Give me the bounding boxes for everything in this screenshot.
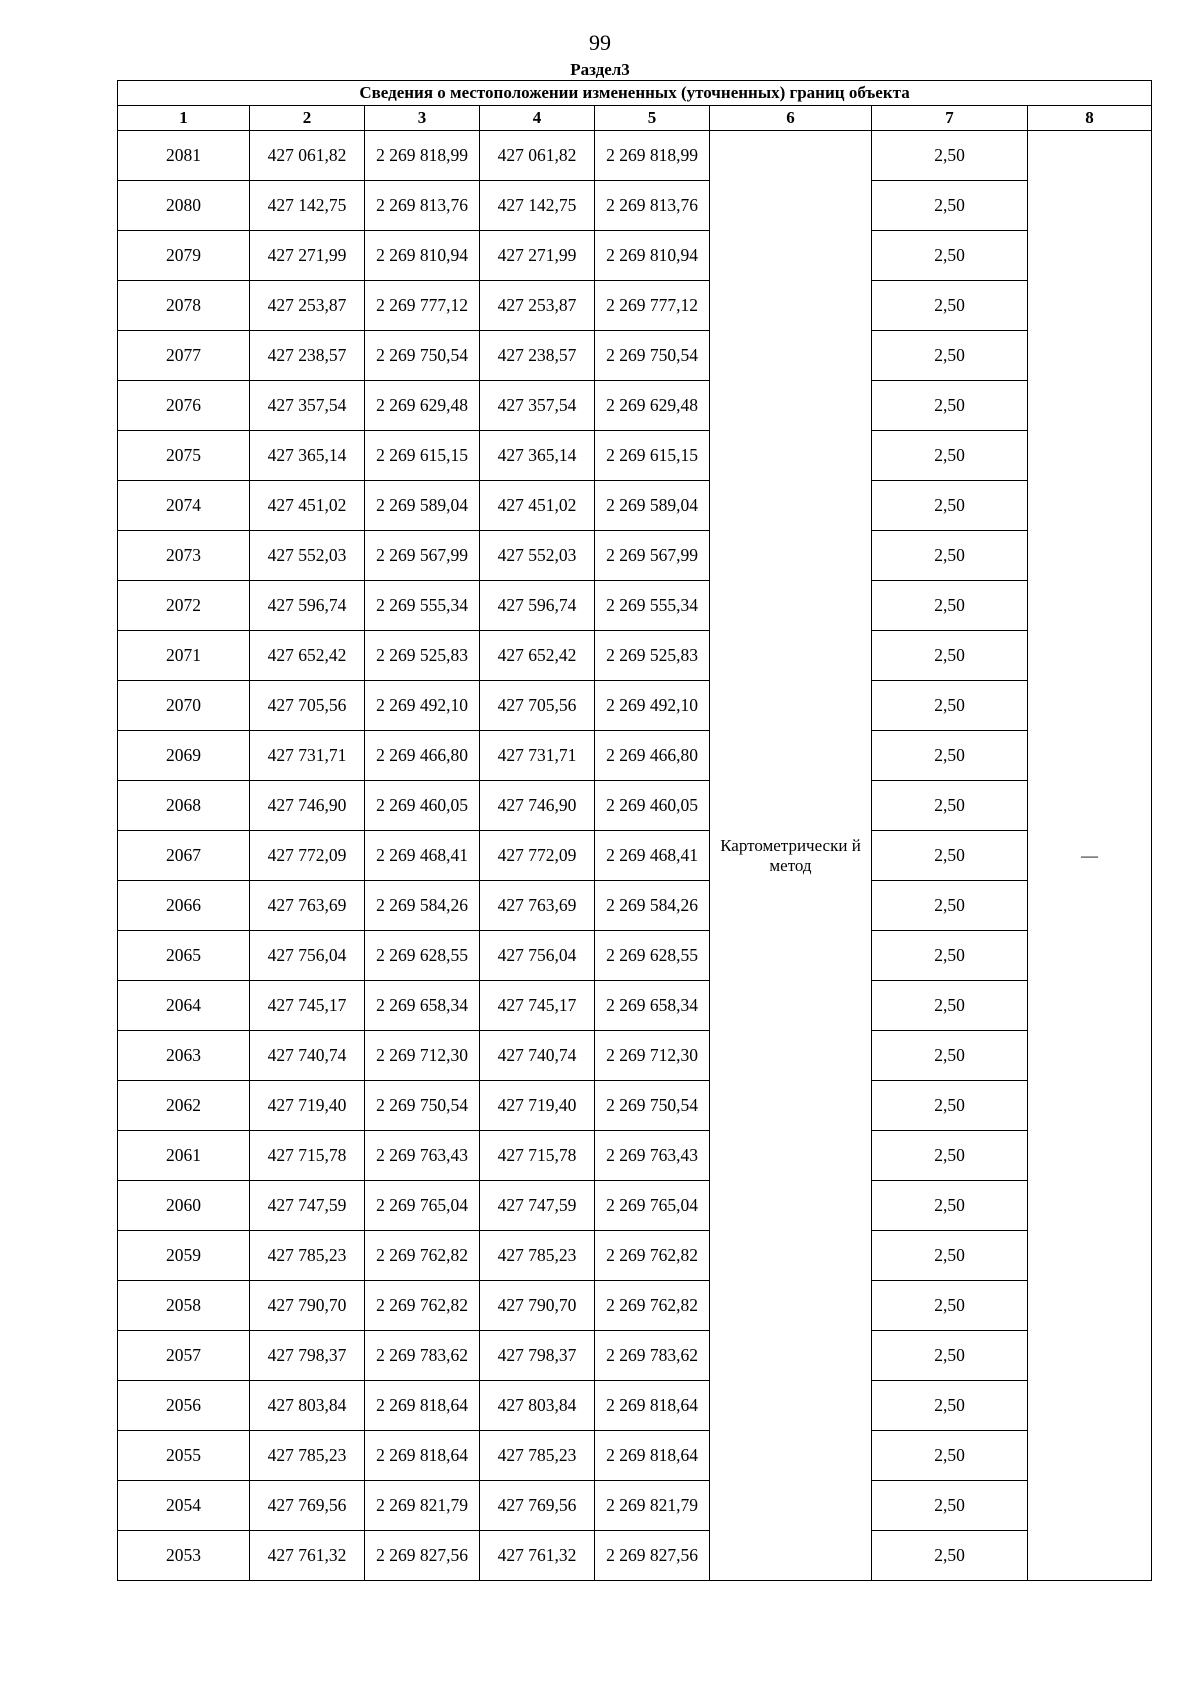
x-new-cell: 427 705,56 bbox=[480, 681, 595, 731]
point-number-cell: 2071 bbox=[118, 631, 250, 681]
x-new-cell: 427 451,02 bbox=[480, 481, 595, 531]
y-old-cell: 2 269 762,82 bbox=[365, 1281, 480, 1331]
accuracy-cell: 2,50 bbox=[872, 1381, 1028, 1431]
x-new-cell: 427 596,74 bbox=[480, 581, 595, 631]
x-old-cell: 427 142,75 bbox=[250, 181, 365, 231]
accuracy-cell: 2,50 bbox=[872, 1281, 1028, 1331]
y-new-cell: 2 269 460,05 bbox=[595, 781, 710, 831]
accuracy-cell: 2,50 bbox=[872, 1431, 1028, 1481]
x-old-cell: 427 238,57 bbox=[250, 331, 365, 381]
point-number-cell: 2075 bbox=[118, 431, 250, 481]
accuracy-cell: 2,50 bbox=[872, 881, 1028, 931]
table-row bbox=[118, 381, 1152, 431]
x-old-cell: 427 763,69 bbox=[250, 881, 365, 931]
column-number-7: 7 bbox=[872, 106, 1028, 131]
point-number-cell: 2059 bbox=[118, 1231, 250, 1281]
accuracy-cell: 2,50 bbox=[872, 531, 1028, 581]
accuracy-cell: 2,50 bbox=[872, 1031, 1028, 1081]
x-new-cell: 427 790,70 bbox=[480, 1281, 595, 1331]
x-old-cell: 427 756,04 bbox=[250, 931, 365, 981]
y-new-cell: 2 269 628,55 bbox=[595, 931, 710, 981]
accuracy-cell: 2,50 bbox=[872, 981, 1028, 1031]
table-row bbox=[118, 1481, 1152, 1531]
y-old-cell: 2 269 658,34 bbox=[365, 981, 480, 1031]
table-row bbox=[118, 181, 1152, 231]
x-new-cell: 427 740,74 bbox=[480, 1031, 595, 1081]
point-number-cell: 2067 bbox=[118, 831, 250, 881]
coordinates-table bbox=[117, 80, 1152, 1581]
accuracy-cell: 2,50 bbox=[872, 1081, 1028, 1131]
x-old-cell: 427 785,23 bbox=[250, 1431, 365, 1481]
point-number-cell: 2066 bbox=[118, 881, 250, 931]
y-new-cell: 2 269 615,15 bbox=[595, 431, 710, 481]
column-number-5: 5 bbox=[595, 106, 710, 131]
point-number-cell: 2077 bbox=[118, 331, 250, 381]
x-new-cell: 427 061,82 bbox=[480, 131, 595, 181]
x-old-cell: 427 772,09 bbox=[250, 831, 365, 881]
table-row bbox=[118, 631, 1152, 681]
accuracy-cell: 2,50 bbox=[872, 481, 1028, 531]
x-new-cell: 427 772,09 bbox=[480, 831, 595, 881]
column-number-4: 4 bbox=[480, 106, 595, 131]
y-old-cell: 2 269 712,30 bbox=[365, 1031, 480, 1081]
page-number: 99 bbox=[589, 30, 611, 55]
x-new-cell: 427 715,78 bbox=[480, 1131, 595, 1181]
y-new-cell: 2 269 783,62 bbox=[595, 1331, 710, 1381]
x-new-cell: 427 803,84 bbox=[480, 1381, 595, 1431]
y-old-cell: 2 269 629,48 bbox=[365, 381, 480, 431]
table-row bbox=[118, 1531, 1152, 1581]
table-row bbox=[118, 981, 1152, 1031]
y-new-cell: 2 269 712,30 bbox=[595, 1031, 710, 1081]
x-old-cell: 427 798,37 bbox=[250, 1331, 365, 1381]
y-old-cell: 2 269 584,26 bbox=[365, 881, 480, 931]
x-new-cell: 427 785,23 bbox=[480, 1431, 595, 1481]
note-cell: — bbox=[1028, 131, 1152, 1581]
point-number-cell: 2057 bbox=[118, 1331, 250, 1381]
y-old-cell: 2 269 466,80 bbox=[365, 731, 480, 781]
method-cell: Картометрически й метод bbox=[710, 131, 872, 1581]
y-old-cell: 2 269 818,64 bbox=[365, 1431, 480, 1481]
column-number-6: 6 bbox=[710, 106, 872, 131]
point-number-cell: 2079 bbox=[118, 231, 250, 281]
y-new-cell: 2 269 629,48 bbox=[595, 381, 710, 431]
table-row bbox=[118, 881, 1152, 931]
accuracy-cell: 2,50 bbox=[872, 1131, 1028, 1181]
x-new-cell: 427 357,54 bbox=[480, 381, 595, 431]
accuracy-cell: 2,50 bbox=[872, 381, 1028, 431]
y-old-cell: 2 269 821,79 bbox=[365, 1481, 480, 1531]
accuracy-cell: 2,50 bbox=[872, 731, 1028, 781]
x-old-cell: 427 552,03 bbox=[250, 531, 365, 581]
point-number-cell: 2064 bbox=[118, 981, 250, 1031]
accuracy-cell: 2,50 bbox=[872, 831, 1028, 881]
point-number-cell: 2078 bbox=[118, 281, 250, 331]
x-new-cell: 427 142,75 bbox=[480, 181, 595, 231]
point-number-cell: 2069 bbox=[118, 731, 250, 781]
table-row bbox=[118, 1231, 1152, 1281]
point-number-cell: 2073 bbox=[118, 531, 250, 581]
x-old-cell: 427 803,84 bbox=[250, 1381, 365, 1431]
table-row bbox=[118, 231, 1152, 281]
table-row bbox=[118, 1131, 1152, 1181]
x-old-cell: 427 785,23 bbox=[250, 1231, 365, 1281]
table-row bbox=[118, 681, 1152, 731]
y-new-cell: 2 269 589,04 bbox=[595, 481, 710, 531]
point-number-cell: 2063 bbox=[118, 1031, 250, 1081]
point-number-cell: 2074 bbox=[118, 481, 250, 531]
accuracy-cell: 2,50 bbox=[872, 1331, 1028, 1381]
y-old-cell: 2 269 468,41 bbox=[365, 831, 480, 881]
y-old-cell: 2 269 827,56 bbox=[365, 1531, 480, 1581]
accuracy-cell: 2,50 bbox=[872, 681, 1028, 731]
section-title: Раздел3 bbox=[570, 60, 630, 79]
y-new-cell: 2 269 567,99 bbox=[595, 531, 710, 581]
accuracy-cell: 2,50 bbox=[872, 931, 1028, 981]
table-row bbox=[118, 1381, 1152, 1431]
point-number-cell: 2054 bbox=[118, 1481, 250, 1531]
y-new-cell: 2 269 750,54 bbox=[595, 331, 710, 381]
y-new-cell: 2 269 818,99 bbox=[595, 131, 710, 181]
x-old-cell: 427 769,56 bbox=[250, 1481, 365, 1531]
x-new-cell: 427 756,04 bbox=[480, 931, 595, 981]
point-number-cell: 2060 bbox=[118, 1181, 250, 1231]
table-row bbox=[118, 1331, 1152, 1381]
table-row bbox=[118, 1281, 1152, 1331]
y-new-cell: 2 269 584,26 bbox=[595, 881, 710, 931]
x-old-cell: 427 719,40 bbox=[250, 1081, 365, 1131]
accuracy-cell: 2,50 bbox=[872, 331, 1028, 381]
x-old-cell: 427 596,74 bbox=[250, 581, 365, 631]
accuracy-cell: 2,50 bbox=[872, 431, 1028, 481]
table-row bbox=[118, 581, 1152, 631]
accuracy-cell: 2,50 bbox=[872, 281, 1028, 331]
x-old-cell: 427 705,56 bbox=[250, 681, 365, 731]
point-number-cell: 2061 bbox=[118, 1131, 250, 1181]
point-number-cell: 2058 bbox=[118, 1281, 250, 1331]
y-new-cell: 2 269 827,56 bbox=[595, 1531, 710, 1581]
point-number-cell: 2053 bbox=[118, 1531, 250, 1581]
table-caption: Сведения о местоположении измененных (уточненных) границ объекта bbox=[118, 81, 1152, 106]
point-number-cell: 2062 bbox=[118, 1081, 250, 1131]
y-old-cell: 2 269 818,64 bbox=[365, 1381, 480, 1431]
table-row bbox=[118, 531, 1152, 581]
x-new-cell: 427 238,57 bbox=[480, 331, 595, 381]
x-new-cell: 427 785,23 bbox=[480, 1231, 595, 1281]
accuracy-cell: 2,50 bbox=[872, 631, 1028, 681]
y-new-cell: 2 269 750,54 bbox=[595, 1081, 710, 1131]
y-old-cell: 2 269 777,12 bbox=[365, 281, 480, 331]
y-old-cell: 2 269 628,55 bbox=[365, 931, 480, 981]
table-row bbox=[118, 1181, 1152, 1231]
column-number-2: 2 bbox=[250, 106, 365, 131]
y-old-cell: 2 269 818,99 bbox=[365, 131, 480, 181]
x-new-cell: 427 365,14 bbox=[480, 431, 595, 481]
accuracy-cell: 2,50 bbox=[872, 181, 1028, 231]
x-old-cell: 427 715,78 bbox=[250, 1131, 365, 1181]
x-old-cell: 427 253,87 bbox=[250, 281, 365, 331]
x-old-cell: 427 790,70 bbox=[250, 1281, 365, 1331]
x-old-cell: 427 747,59 bbox=[250, 1181, 365, 1231]
y-old-cell: 2 269 492,10 bbox=[365, 681, 480, 731]
accuracy-cell: 2,50 bbox=[872, 131, 1028, 181]
point-number-cell: 2081 bbox=[118, 131, 250, 181]
y-new-cell: 2 269 810,94 bbox=[595, 231, 710, 281]
point-number-cell: 2068 bbox=[118, 781, 250, 831]
x-new-cell: 427 552,03 bbox=[480, 531, 595, 581]
table-row bbox=[118, 431, 1152, 481]
x-new-cell: 427 769,56 bbox=[480, 1481, 595, 1531]
table-row bbox=[118, 131, 1152, 181]
y-new-cell: 2 269 818,64 bbox=[595, 1431, 710, 1481]
y-new-cell: 2 269 468,41 bbox=[595, 831, 710, 881]
x-new-cell: 427 652,42 bbox=[480, 631, 595, 681]
y-old-cell: 2 269 813,76 bbox=[365, 181, 480, 231]
table-row bbox=[118, 1081, 1152, 1131]
x-old-cell: 427 357,54 bbox=[250, 381, 365, 431]
y-new-cell: 2 269 466,80 bbox=[595, 731, 710, 781]
x-old-cell: 427 740,74 bbox=[250, 1031, 365, 1081]
y-new-cell: 2 269 762,82 bbox=[595, 1231, 710, 1281]
x-old-cell: 427 652,42 bbox=[250, 631, 365, 681]
x-new-cell: 427 746,90 bbox=[480, 781, 595, 831]
accuracy-cell: 2,50 bbox=[872, 1231, 1028, 1281]
table-body bbox=[118, 131, 1152, 1581]
point-number-cell: 2055 bbox=[118, 1431, 250, 1481]
y-new-cell: 2 269 777,12 bbox=[595, 281, 710, 331]
x-old-cell: 427 271,99 bbox=[250, 231, 365, 281]
y-new-cell: 2 269 762,82 bbox=[595, 1281, 710, 1331]
accuracy-cell: 2,50 bbox=[872, 1181, 1028, 1231]
y-old-cell: 2 269 762,82 bbox=[365, 1231, 480, 1281]
x-new-cell: 427 271,99 bbox=[480, 231, 595, 281]
point-number-cell: 2072 bbox=[118, 581, 250, 631]
table-row bbox=[118, 1031, 1152, 1081]
table-row bbox=[118, 481, 1152, 531]
y-new-cell: 2 269 813,76 bbox=[595, 181, 710, 231]
x-old-cell: 427 761,32 bbox=[250, 1531, 365, 1581]
y-old-cell: 2 269 810,94 bbox=[365, 231, 480, 281]
accuracy-cell: 2,50 bbox=[872, 581, 1028, 631]
y-old-cell: 2 269 765,04 bbox=[365, 1181, 480, 1231]
point-number-cell: 2070 bbox=[118, 681, 250, 731]
y-new-cell: 2 269 818,64 bbox=[595, 1381, 710, 1431]
x-old-cell: 427 745,17 bbox=[250, 981, 365, 1031]
x-old-cell: 427 746,90 bbox=[250, 781, 365, 831]
y-old-cell: 2 269 783,62 bbox=[365, 1331, 480, 1381]
column-number-8: 8 bbox=[1028, 106, 1152, 131]
y-new-cell: 2 269 658,34 bbox=[595, 981, 710, 1031]
x-new-cell: 427 747,59 bbox=[480, 1181, 595, 1231]
y-old-cell: 2 269 567,99 bbox=[365, 531, 480, 581]
column-number-1: 1 bbox=[118, 106, 250, 131]
y-new-cell: 2 269 763,43 bbox=[595, 1131, 710, 1181]
y-old-cell: 2 269 525,83 bbox=[365, 631, 480, 681]
x-new-cell: 427 253,87 bbox=[480, 281, 595, 331]
y-new-cell: 2 269 765,04 bbox=[595, 1181, 710, 1231]
point-number-cell: 2080 bbox=[118, 181, 250, 231]
table-row bbox=[118, 831, 1152, 881]
x-old-cell: 427 451,02 bbox=[250, 481, 365, 531]
table-row bbox=[118, 331, 1152, 381]
x-new-cell: 427 731,71 bbox=[480, 731, 595, 781]
table-row bbox=[118, 1431, 1152, 1481]
accuracy-cell: 2,50 bbox=[872, 1481, 1028, 1531]
point-number-cell: 2076 bbox=[118, 381, 250, 431]
x-new-cell: 427 763,69 bbox=[480, 881, 595, 931]
x-old-cell: 427 731,71 bbox=[250, 731, 365, 781]
y-old-cell: 2 269 460,05 bbox=[365, 781, 480, 831]
y-old-cell: 2 269 555,34 bbox=[365, 581, 480, 631]
y-old-cell: 2 269 750,54 bbox=[365, 1081, 480, 1131]
accuracy-cell: 2,50 bbox=[872, 231, 1028, 281]
x-new-cell: 427 745,17 bbox=[480, 981, 595, 1031]
y-new-cell: 2 269 821,79 bbox=[595, 1481, 710, 1531]
table-row bbox=[118, 781, 1152, 831]
y-new-cell: 2 269 525,83 bbox=[595, 631, 710, 681]
table-row bbox=[118, 731, 1152, 781]
y-old-cell: 2 269 750,54 bbox=[365, 331, 480, 381]
x-old-cell: 427 365,14 bbox=[250, 431, 365, 481]
y-old-cell: 2 269 589,04 bbox=[365, 481, 480, 531]
y-old-cell: 2 269 763,43 bbox=[365, 1131, 480, 1181]
point-number-cell: 2056 bbox=[118, 1381, 250, 1431]
y-new-cell: 2 269 555,34 bbox=[595, 581, 710, 631]
x-new-cell: 427 761,32 bbox=[480, 1531, 595, 1581]
x-new-cell: 427 798,37 bbox=[480, 1331, 595, 1381]
y-new-cell: 2 269 492,10 bbox=[595, 681, 710, 731]
point-number-cell: 2065 bbox=[118, 931, 250, 981]
x-old-cell: 427 061,82 bbox=[250, 131, 365, 181]
table-row bbox=[118, 931, 1152, 981]
column-number-row bbox=[118, 106, 1152, 131]
y-old-cell: 2 269 615,15 bbox=[365, 431, 480, 481]
x-new-cell: 427 719,40 bbox=[480, 1081, 595, 1131]
accuracy-cell: 2,50 bbox=[872, 1531, 1028, 1581]
column-number-3: 3 bbox=[365, 106, 480, 131]
accuracy-cell: 2,50 bbox=[872, 781, 1028, 831]
table-row bbox=[118, 281, 1152, 331]
